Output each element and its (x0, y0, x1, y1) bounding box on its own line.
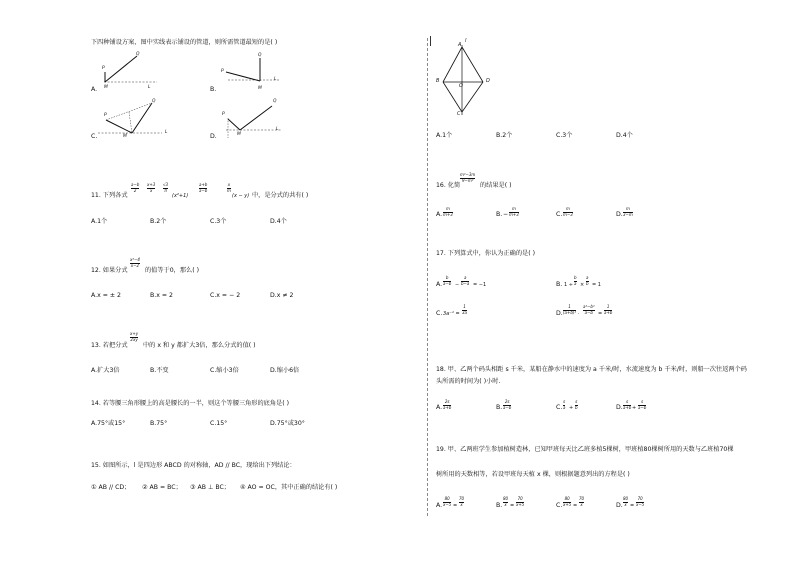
q18-stem-line2: 头所需的时间为( )小时. (436, 378, 501, 385)
q10b-label-m: M (258, 86, 262, 91)
q16-stem-post: 的结果是( ) (480, 182, 512, 189)
q11-expr-6: x m (227, 182, 231, 193)
q17-b-times: × (580, 282, 585, 288)
q16-expr: m²−3m 9−m² (460, 172, 476, 183)
q10d-label-m: M (237, 132, 241, 137)
q10a-label-q: Q (136, 52, 140, 57)
q16-option-d: m 3−m (623, 206, 633, 217)
q10a-label-m: M (104, 85, 108, 90)
q10-stem: 下四种铺设方案，图中实线表示铺设的管道，则所需管道最短的是( ) (91, 39, 278, 46)
q10-option-d: D. (210, 133, 217, 140)
q19-a-eq: = (453, 503, 458, 509)
q11-expr-7: (x − y) (232, 193, 250, 199)
q17-option-d-label: D. (556, 310, 563, 317)
q16-option-b: m m+3 (509, 206, 519, 217)
q15-option-c: C.3个 (556, 132, 573, 139)
q10-figure-c (92, 98, 192, 143)
q10-figure-d (212, 98, 312, 143)
q19-option-a-label: A. (436, 502, 443, 509)
q10d-label-l: L (276, 127, 279, 132)
fig-label-o: O (459, 83, 463, 89)
q12-option-c: C.x = − 2 (210, 292, 241, 299)
q19-stem-line2: 树所用的天数相等，若设甲班每天植 x 棵，则根据题意列出的方程是( ) (436, 471, 630, 478)
q18-option-d-label: D. (616, 404, 623, 411)
q18-d-frac2: s a−b (638, 399, 647, 410)
q19-a-frac2: 70 x (459, 496, 465, 507)
q11-option-a: A.1个 (91, 218, 108, 225)
q19-b-frac2: 70 x+5 (516, 496, 525, 507)
q10c-label-p: P (104, 113, 107, 118)
q19-c-eq: = (573, 503, 578, 509)
fig-label-b: B (436, 78, 440, 84)
q10-option-b: B. (210, 86, 217, 93)
q19-d-eq: = (630, 503, 635, 509)
q17-stem: 17. 下列算式中，你认为正确的是( ) (436, 250, 536, 257)
q18-d-plus: + (632, 405, 637, 411)
q17-option-b-label: B. (556, 281, 563, 288)
q19-option-b-label: B. (496, 502, 503, 509)
q13-option-d: D.缩小6倍 (270, 367, 300, 374)
q13-option-a: A.扩大3倍 (91, 367, 120, 374)
q11-expr-3: √3 π (163, 182, 169, 193)
q17-d-dot: · (578, 311, 580, 317)
fig-label-d: D (486, 78, 490, 84)
q13-stem-post: 中的 x 和 y 都扩大3倍，那么分式的值( ) (143, 342, 256, 349)
q17-a-frac2: a b−a (461, 275, 470, 286)
q17-a-minus: − (455, 282, 460, 288)
q10-option-c: C. (91, 133, 98, 140)
q11-stem-pre: 11. 下列各式 (91, 192, 128, 199)
q14-option-c: C.15° (210, 420, 228, 427)
q13-stem-pre: 13. 若把分式 (91, 342, 128, 349)
q17-option-c-label: C. (436, 310, 443, 317)
q16-option-b-sign: − (503, 211, 509, 218)
q10-option-a: A. (91, 86, 98, 93)
q12-option-d: D.x ≠ 2 (270, 292, 294, 299)
q16-option-a-label: A. (436, 211, 443, 218)
q15-option-a: A.1个 (436, 132, 453, 139)
q18-option-b: 2s a−b (503, 399, 512, 410)
q10c-label-m: M (123, 134, 127, 139)
q13-expr: x+y 2xy (130, 331, 139, 342)
q19-d-frac2: 70 x−5 (636, 496, 645, 507)
q11-option-d: D.4个 (270, 218, 287, 225)
q12-stem-post: 的值等于0，那么( ) (145, 267, 200, 274)
q12-stem-pre: 12. 如果分式 (91, 267, 128, 274)
q11-stem-post: 中，是分式的共有( ) (252, 192, 309, 199)
q17-c-frac: 1 3a (462, 304, 467, 315)
q15-condition-1: ① AB // CD； (91, 484, 131, 491)
q16-option-d-label: D. (616, 211, 623, 218)
q19-c-frac2: 70 x (579, 496, 585, 507)
q11-option-b: B.2个 (150, 218, 167, 225)
q12-option-b: B.x = 2 (150, 292, 173, 299)
q17-a-rhs: = −1 (473, 282, 487, 288)
q19-stem-line1: 19. 甲、乙两班学生参加植树造林，已知甲班每天比乙班多植5棵树，甲班植80棵树所用的天数与乙班植70棵 (436, 446, 734, 453)
fig-label-c: C (457, 111, 461, 117)
q15-condition-4: ④ AO = OC，其中正确的结论有( ) (240, 484, 338, 491)
q19-option-d-label: D. (616, 502, 623, 509)
margin-mark (430, 36, 431, 46)
q17-d-eq: = (598, 311, 603, 317)
q14-option-d: D.75°或30° (270, 420, 305, 427)
q17-b-lhs: 1 ÷ (564, 282, 573, 288)
q19-option-c-label: C. (556, 502, 563, 509)
q10b-label-l: L (274, 77, 277, 82)
q16-option-c-label: C. (556, 211, 563, 218)
q17-b-frac2: a b (586, 275, 589, 286)
q17-d-frac1: 1 (a+b)² (563, 304, 577, 315)
q16-stem-pre: 16. 化简 (436, 182, 461, 189)
q15-option-b: B.2个 (496, 132, 513, 139)
q15-stem: 15. 如图所示，l 是四边形 ABCD 的对称轴，AD // BC，现给出下列结论： (91, 462, 296, 469)
q10b-label-p: P (221, 69, 224, 74)
q10b-label-q: Q (258, 53, 262, 58)
q15-condition-3: ③ AB ⊥ BC； (190, 484, 230, 491)
q13-option-b: B.不变 (150, 367, 169, 374)
q11-expr-4: (x²+1) (172, 193, 189, 199)
q18-option-c-label: C. (556, 404, 563, 411)
q18-d-frac1: s a+b (623, 399, 632, 410)
q10d-label-p: P (222, 112, 225, 117)
q15-option-d: D.4个 (616, 132, 633, 139)
q19-d-frac1: 80 x (623, 496, 629, 507)
q14-option-b: B.75° (150, 420, 168, 427)
q17-a-frac1: b a−b (443, 275, 452, 286)
q10c-label-q: Q (152, 99, 156, 104)
q10c-label-l: L (165, 130, 168, 135)
q19-b-eq: = (510, 503, 515, 509)
q18-stem-line1: 18. 甲、乙两个码头相距 s 千米，某船在静水中的速度为 a 千米/时，水流速度为 b 千米/时，则船一次往返两个码 (436, 366, 747, 373)
q15-condition-2: ② AB = BC； (142, 484, 182, 491)
q10a-label-l: L (148, 85, 151, 90)
q17-c-lhs: 3a⁻¹ = (443, 311, 460, 317)
q16-option-c: m m−3 (563, 206, 573, 217)
q19-c-frac1: 80 x+5 (563, 496, 572, 507)
q11-expr-2: x+3 x (147, 182, 156, 193)
q10a-label-p: P (102, 66, 105, 71)
q13-option-c: C.缩小3倍 (210, 367, 239, 374)
q10d-label-q: Q (273, 99, 277, 104)
q11-expr-5: a+b a−b (199, 182, 208, 193)
q18-option-b-label: B. (496, 404, 503, 411)
q17-d-frac2: a²−b² a−b (583, 304, 595, 315)
q17-option-a-label: A. (436, 281, 443, 288)
q17-b-frac1: b a (574, 275, 577, 286)
q19-b-frac1: 80 x (503, 496, 509, 507)
q18-c-frac1: s a (563, 399, 566, 410)
q12-option-a: A.x = ± 2 (91, 292, 121, 299)
q16-option-b-label: B. (496, 211, 503, 218)
q18-option-a-label: A. (436, 404, 443, 411)
q18-option-a: 2s a+b (443, 399, 452, 410)
q12-expr: x²−4 x−2 (130, 257, 140, 268)
q11-option-c: C.3个 (210, 218, 227, 225)
q14-stem: 14. 若等腰三角形腰上的高是腰长的一半，则这个等腰三角形的底角是( ) (91, 400, 290, 407)
q18-c-plus: + (569, 405, 574, 411)
q18-c-frac2: s b (575, 399, 578, 410)
column-divider (427, 38, 428, 516)
q16-option-a: m m+3 (443, 206, 453, 217)
q10-figure-b (212, 50, 312, 95)
q14-option-a: A.75°或15° (91, 420, 126, 427)
fig-label-l: l (465, 38, 467, 44)
q17-b-rhs: = 1 (592, 282, 601, 288)
q17-d-frac3: 1 a+b (604, 304, 613, 315)
fig-label-a: A (458, 42, 462, 48)
q11-expr-1: a−b 2 (131, 182, 140, 193)
q19-a-frac1: 80 x−5 (443, 496, 452, 507)
